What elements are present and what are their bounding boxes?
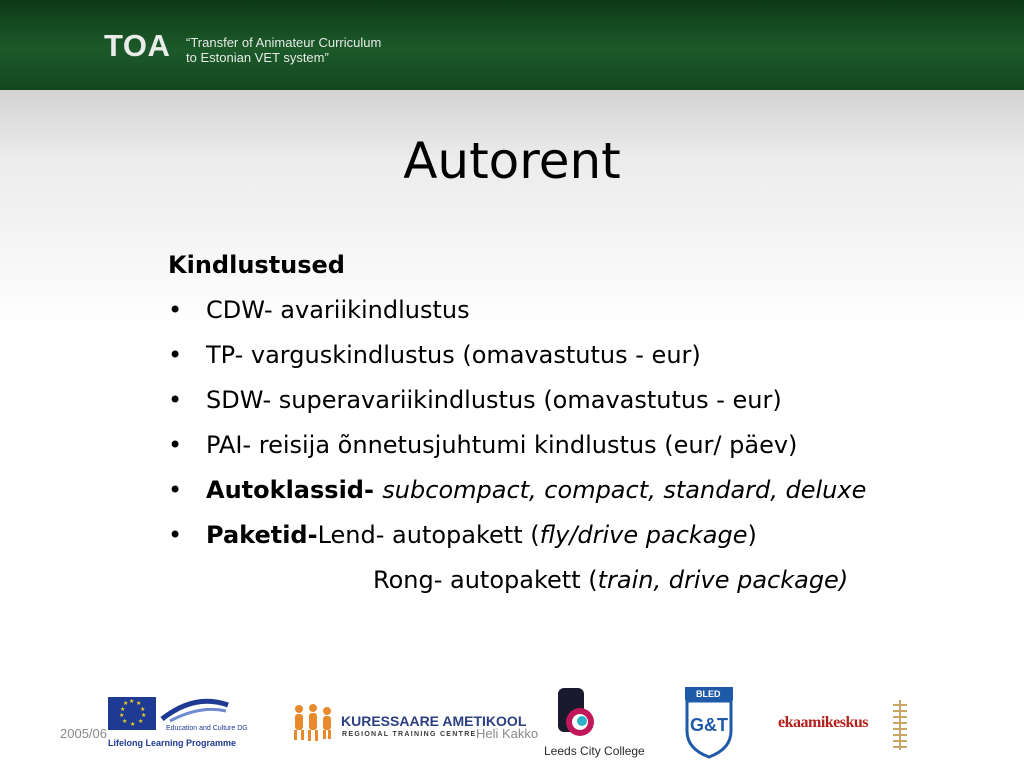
footer-author: Heli Kakko bbox=[476, 726, 539, 741]
bled-monogram: G&T bbox=[690, 715, 728, 735]
eu-programme-name: Lifelong Learning Programme bbox=[108, 738, 237, 748]
tagline-line-2: to Estonian VET system” bbox=[186, 50, 329, 65]
kuressaare-subtitle: REGIONAL TRAINING CENTRE bbox=[342, 731, 477, 738]
slide-title: Autorent bbox=[403, 132, 621, 190]
leeds-city-college-name: Leeds City College bbox=[544, 744, 645, 758]
kuressaare-name: KURESSAARE AMETIKOOL bbox=[341, 713, 527, 729]
slide-content bbox=[168, 243, 988, 603]
eu-flag-icon: ★ ★ ★ ★ ★ ★ ★ ★ ★ ★ bbox=[108, 697, 156, 730]
toa-logo: TOA bbox=[104, 28, 171, 63]
footer-date: 2005/06 bbox=[60, 726, 107, 741]
leeds-city-college-icon bbox=[556, 688, 596, 744]
eu-caption: Education and Culture DG bbox=[166, 725, 248, 732]
project-tagline bbox=[186, 35, 381, 65]
bullet-item: • SDW- superavariikindlustus (omavastutus - eur) bbox=[168, 378, 988, 423]
tagline-line-1: “Transfer of Animateur Curriculum bbox=[186, 35, 382, 50]
bullet-item: • Autoklassid- subcompact, compact, standard, deluxe bbox=[168, 468, 988, 513]
bullet-list bbox=[168, 288, 988, 558]
education-culture-swoosh-icon bbox=[160, 697, 230, 723]
bled-name: BLED bbox=[696, 689, 721, 699]
bullet-continuation: Rong- autopakett (train, drive package) bbox=[373, 566, 849, 594]
section-heading: Kindlustused bbox=[168, 251, 345, 279]
bullet-item: • TP- varguskindlustus (omavastutus - eur) bbox=[168, 333, 988, 378]
bullet-item: • PAI- reisija õnnetusjuhtumi kindlustus (eur/ päev) bbox=[168, 423, 988, 468]
bullet-item: • Paketid-Lend- autopakett (fly/drive package) bbox=[168, 513, 988, 558]
okaamikeskus-stripes-icon bbox=[893, 700, 911, 750]
bullet-item: • CDW- avariikindlustus bbox=[168, 288, 988, 333]
kuressaare-figures-icon bbox=[291, 703, 335, 743]
okaamikeskus-name: ekaamikeskus bbox=[778, 714, 869, 731]
header-banner bbox=[0, 0, 1024, 90]
